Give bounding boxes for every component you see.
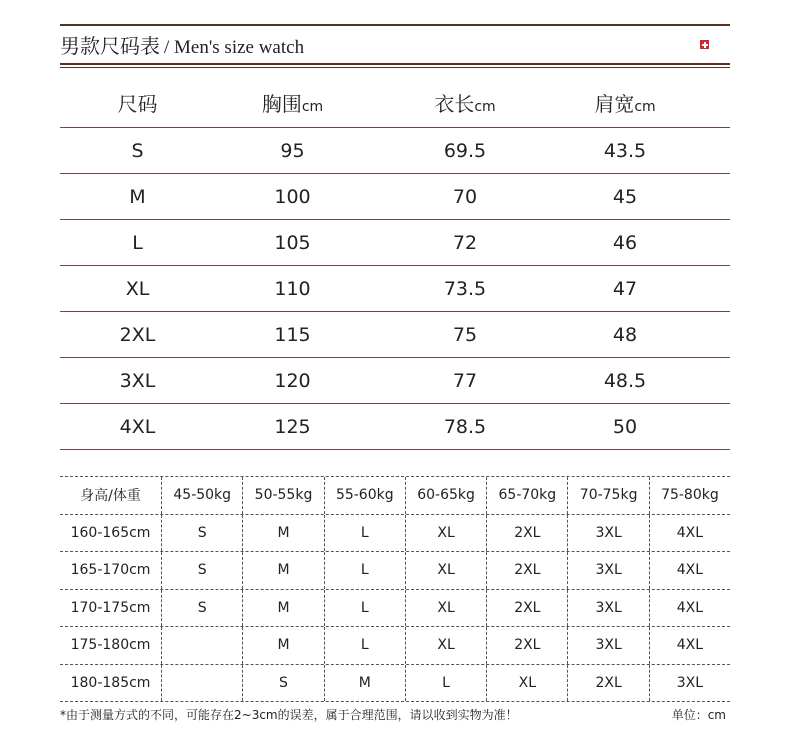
cell: XL: [125, 277, 150, 300]
footnote: *由于测量方式的不同，可能存在2~3cm的误差，属于合理范围，请以收到实物为准！: [60, 708, 518, 722]
cell: [162, 627, 243, 664]
cell: L: [325, 515, 406, 552]
cell: 72: [452, 231, 478, 254]
cell: XL: [406, 515, 487, 552]
cell: 2XL: [119, 323, 156, 346]
header-cell: 55-60kg: [325, 477, 406, 514]
cell: 105: [274, 231, 311, 254]
table-row: [60, 358, 730, 404]
cell: 125: [274, 415, 311, 438]
cell: 70: [452, 185, 478, 208]
header-cell: 45-50kg: [162, 477, 243, 514]
cell: [162, 665, 243, 702]
cell: 2XL: [487, 627, 568, 664]
header-shoulder: 肩宽cm: [594, 92, 656, 116]
cell: 4XL: [676, 562, 704, 579]
cell: 160-165cm: [60, 515, 162, 552]
cell: 170-175cm: [60, 590, 162, 627]
cell: 4XL: [676, 599, 704, 616]
cell: 3XL: [568, 627, 649, 664]
cell: 110: [274, 277, 311, 300]
cell: 175-180cm: [60, 627, 162, 664]
cell: 48: [612, 323, 638, 346]
cell: 120: [274, 369, 311, 392]
table-row: [60, 515, 730, 553]
table-row: [60, 174, 730, 220]
table-row: [60, 590, 730, 628]
cell: 3XL: [568, 590, 649, 627]
cell: 69.5: [443, 139, 487, 162]
cell: 77: [452, 369, 478, 392]
header-cell: 70-75kg: [568, 477, 649, 514]
cell: 4XL: [676, 637, 704, 654]
cell: XL: [406, 627, 487, 664]
cell: S: [243, 665, 324, 702]
cell: 95: [280, 139, 305, 162]
cell: XL: [406, 552, 487, 589]
cell: 3XL: [568, 552, 649, 589]
cell: 165-170cm: [60, 552, 162, 589]
cell: M: [243, 552, 324, 589]
cell: 180-185cm: [60, 665, 162, 702]
header-cell: 50-55kg: [243, 477, 324, 514]
page-title: [60, 30, 304, 62]
table-row: [60, 266, 730, 312]
fit-table: [60, 476, 730, 702]
size-table: [60, 78, 730, 450]
cell: 45: [612, 185, 638, 208]
table-row: [60, 404, 730, 450]
cell: 4XL: [119, 415, 156, 438]
title-rule: [60, 63, 730, 65]
table-row: [60, 665, 730, 703]
cell: 43.5: [603, 139, 647, 162]
cell: M: [129, 185, 146, 208]
cell: M: [243, 627, 324, 664]
cell: L: [132, 231, 143, 254]
header-cell: 75-80kg: [661, 487, 719, 504]
cell: L: [325, 627, 406, 664]
cell: 3XL: [119, 369, 156, 392]
table-row: [60, 128, 730, 174]
size-table-header: [60, 78, 730, 128]
table-row: [60, 552, 730, 590]
cell: L: [325, 590, 406, 627]
cell: L: [406, 665, 487, 702]
cell: 73.5: [443, 277, 487, 300]
title-cn: 男款尺码表: [60, 34, 160, 58]
table-row: [60, 220, 730, 266]
cell: L: [325, 552, 406, 589]
cell: 78.5: [443, 415, 487, 438]
cell: 3XL: [676, 674, 704, 691]
title-rule-thin: [60, 67, 730, 68]
cell: S: [131, 139, 144, 162]
cell: 50: [612, 415, 638, 438]
cell: 2XL: [487, 515, 568, 552]
cell: XL: [406, 590, 487, 627]
unit-note: 单位：cm: [671, 708, 726, 722]
top-rule: [60, 24, 730, 26]
header-cell: 60-65kg: [406, 477, 487, 514]
cell: M: [243, 590, 324, 627]
cell: S: [162, 590, 243, 627]
cell: M: [325, 665, 406, 702]
header-chest: 胸围cm: [261, 92, 324, 116]
cell: S: [162, 552, 243, 589]
table-row: [60, 627, 730, 665]
header-length: 衣长cm: [434, 92, 496, 116]
cell: 2XL: [487, 552, 568, 589]
cell: S: [162, 515, 243, 552]
cell: 2XL: [487, 590, 568, 627]
cell: 46: [612, 231, 638, 254]
cell: 75: [452, 323, 478, 346]
cell: 3XL: [568, 515, 649, 552]
title-en: / Men's size watch: [164, 37, 305, 58]
header-size: 尺码: [117, 92, 158, 116]
cell: 47: [612, 277, 638, 300]
cell: 2XL: [568, 665, 649, 702]
header-cell: 身高/体重: [60, 477, 162, 514]
table-row: [60, 312, 730, 358]
header-cell: 65-70kg: [487, 477, 568, 514]
fit-table-header: [60, 477, 730, 515]
cell: 4XL: [676, 524, 704, 541]
swiss-flag-icon: [700, 40, 709, 49]
cell: XL: [487, 665, 568, 702]
cell: 48.5: [603, 369, 647, 392]
cell: 100: [274, 185, 311, 208]
cell: 115: [274, 323, 311, 346]
cell: M: [243, 515, 324, 552]
